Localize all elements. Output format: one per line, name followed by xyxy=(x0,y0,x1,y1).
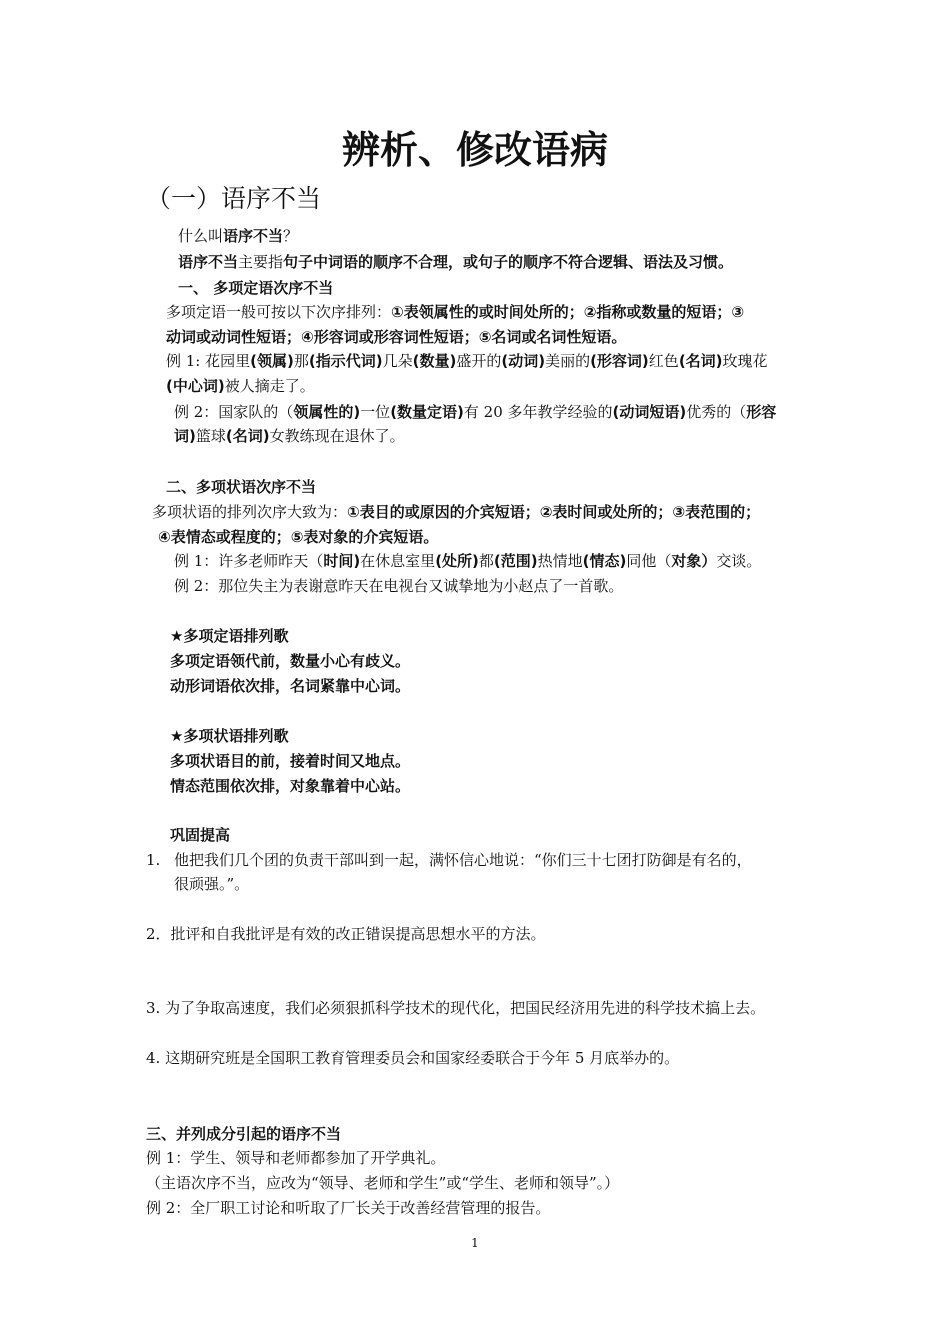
practice-item-2: 2．批评和自我批评是有效的改正错误提高思想水平的方法。 xyxy=(146,925,546,943)
song-adverbial-line: 多项状语目的前，接着时间又地点。 xyxy=(170,752,411,770)
section-heading: （一）语序不当 xyxy=(146,184,322,213)
practice-item-1-line-2: 很顽强。”。 xyxy=(174,875,250,893)
parallel-example-1: 例 1：学生、领导和老师都参加了开学典礼。 xyxy=(146,1149,446,1167)
adverbial-order-line-2: ④表情态或程度的；⑤表对象的介宾短语。 xyxy=(158,528,439,546)
parallel-note: （主语次序不当，应改为“领导、老师和学生”或“学生、老师和领导”。） xyxy=(146,1174,620,1192)
practice-item-4: 4. 这期研究班是全国职工教育管理委员会和国家经委联合于今年 5 月底举办的。 xyxy=(146,1049,680,1067)
question-line: 什么叫语序不当？ xyxy=(178,227,299,245)
practice-item-3: 3. 为了争取高速度，我们必须狠抓科学技术的现代化，把国民经济用先进的科学技术搞上去。 xyxy=(146,999,766,1017)
adverbial-example-1: 例 1：许多老师昨天（时间)在休息室里(处所)都(范围)热情地(情态)同他（对象）交谈。 xyxy=(174,552,762,570)
definition-line: 语序不当主要指句子中词语的顺序不合理，或句子的顺序不符合逻辑、语法及习惯。 xyxy=(178,253,734,271)
song-adverbial-title: ★多项状语排列歌 xyxy=(170,727,289,745)
song-attributive-title: ★多项定语排列歌 xyxy=(170,627,289,645)
page-title: 辨析、修改语病 xyxy=(341,128,608,172)
attributive-order-line-1: 多项定语一般可按以下次序排列：①表领属性的或时间处所的；②指称或数量的短语；③ xyxy=(166,303,745,321)
subheading-parallel: 三、并列成分引起的语序不当 xyxy=(146,1125,342,1143)
page-number: 1 xyxy=(471,1236,479,1250)
practice-item-number: 1. xyxy=(146,851,161,869)
song-adverbial-line: 情态范围依次排，对象靠着中心站。 xyxy=(170,777,411,795)
example-2-line-1: 例 2：国家队的（领属性的)一位(数量定语)有 20 多年教学经验的(动词短语)优秀的（形容 xyxy=(174,403,777,421)
song-attributive-line: 多项定语领代前，数量小心有歧义。 xyxy=(170,652,411,670)
adverbial-order-line-1: 多项状语的排列次序大致为：①表目的或原因的介宾短语；②表时间或处所的；③表范围的； xyxy=(152,503,761,521)
example-1-line-2: (中心词)被人摘走了。 xyxy=(166,377,315,395)
example-2-line-2: 词)篮球(名词)女教练现在退休了。 xyxy=(174,427,405,445)
attributive-order-line-2: 动词或动词性短语；④形容词或形容词性短语；⑤名词或名词性短语。 xyxy=(166,328,627,346)
example-1-line-1: 例 1: 花园里(领属)那(指示代词)几朵(数量)盛开的(动词)美丽的(形容词)红色(名词)玫瑰花 xyxy=(166,352,768,370)
practice-heading: 巩固提高 xyxy=(170,826,231,844)
adverbial-example-2: 例 2：那位失主为表谢意昨天在电视台又诚挚地为小赵点了一首歌。 xyxy=(174,577,624,595)
practice-item-1-line-1: 他把我们几个团的负责干部叫到一起，满怀信心地说：“你们三十七团打防御是有名的， xyxy=(174,851,752,869)
parallel-example-2: 例 2：全厂职工讨论和听取了厂长关于改善经营管理的报告。 xyxy=(146,1199,551,1217)
subheading-adverbial: 二、多项状语次序不当 xyxy=(166,478,317,496)
subheading-attributive: 一、 多项定语次序不当 xyxy=(178,279,334,297)
song-attributive-line: 动形词语依次排，名词紧靠中心词。 xyxy=(170,677,411,695)
